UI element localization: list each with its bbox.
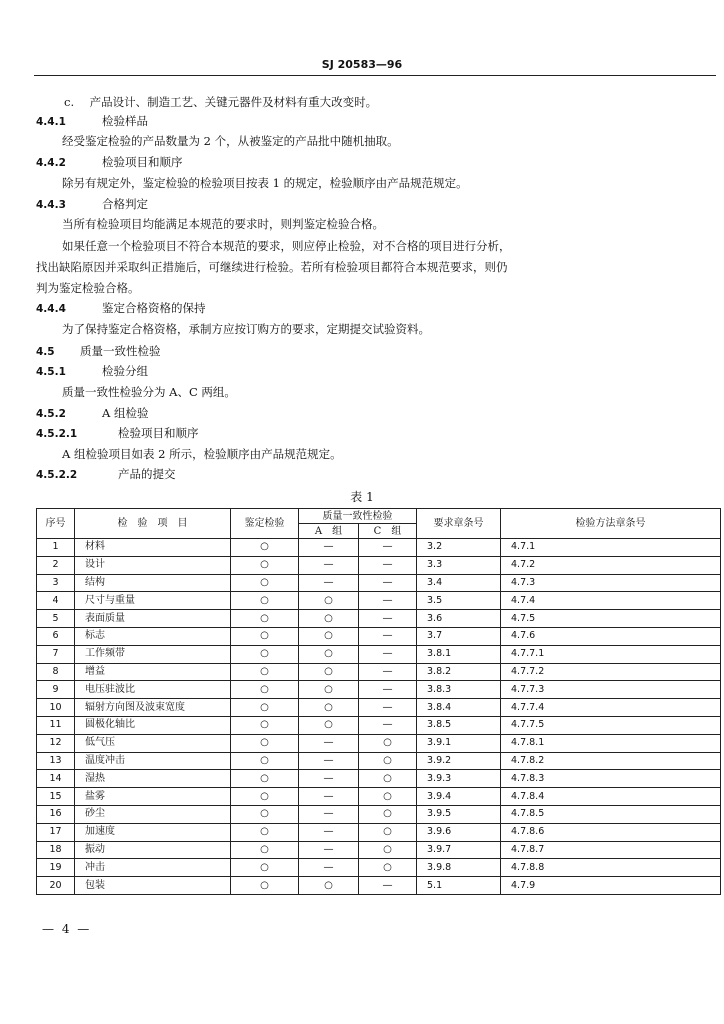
header-group-c: C 组 [359,524,417,539]
section-heading-4-5 [36,344,161,359]
paragraph-continuation: 判为鉴定检验合格。 [36,281,140,295]
row-qualification: ○ [231,734,299,752]
section-number: 4.5.1 [36,366,66,378]
row-qualification: ○ [231,699,299,717]
row-group-a: ○ [299,681,359,699]
section-number: 4.5.2.2 [36,469,78,481]
row-item: 温度冲击 [75,752,231,770]
row-qualification: ○ [231,610,299,628]
table-row [37,610,721,628]
row-group-a: ○ [299,592,359,610]
row-item: 设计 [75,556,231,574]
section-heading-4-5-2 [36,406,148,421]
row-requirement: 3.8.3 [417,681,501,699]
row-index: 9 [37,681,75,699]
header-conformance: 质量一致性检验 [299,509,417,524]
row-item: 材料 [75,539,231,557]
row-method: 4.7.5 [501,610,721,628]
row-item: 冲击 [75,859,231,877]
row-method: 4.7.8.7 [501,841,721,859]
paragraph: A 组检验项目如表 2 所示，检验顺序由产品规范规定。 [62,447,342,461]
row-group-c: — [359,645,417,663]
table-row [37,859,721,877]
table-row [37,770,721,788]
row-group-a: ○ [299,699,359,717]
row-method: 4.7.7.5 [501,716,721,734]
table-row [37,788,721,806]
table-row [37,805,721,823]
row-index: 16 [37,805,75,823]
section-heading-4-4-3 [36,197,148,212]
row-qualification: ○ [231,716,299,734]
row-item: 包装 [75,877,231,895]
row-group-c: — [359,716,417,734]
row-requirement: 3.8.1 [417,645,501,663]
row-qualification: ○ [231,859,299,877]
paragraph: 经受鉴定检验的产品数量为 2 个，从被鉴定的产品批中随机抽取。 [62,134,399,148]
row-qualification: ○ [231,663,299,681]
row-requirement: 3.3 [417,556,501,574]
row-qualification: ○ [231,539,299,557]
row-requirement: 3.2 [417,539,501,557]
row-index: 13 [37,752,75,770]
row-index: 19 [37,859,75,877]
row-requirement: 3.9.4 [417,788,501,806]
header-qualification: 鉴定检验 [231,509,299,539]
row-group-c: — [359,574,417,592]
row-method: 4.7.2 [501,556,721,574]
row-method: 4.7.1 [501,539,721,557]
row-group-a: ○ [299,877,359,895]
list-marker: c. [64,95,75,109]
section-heading-4-5-2-1 [36,426,199,441]
row-index: 20 [37,877,75,895]
row-item: 标志 [75,627,231,645]
row-group-a: — [299,556,359,574]
row-group-c: ○ [359,770,417,788]
row-requirement: 5.1 [417,877,501,895]
row-requirement: 3.8.5 [417,716,501,734]
row-item: 电压驻波比 [75,681,231,699]
row-qualification: ○ [231,788,299,806]
table-row [37,734,721,752]
section-number: 4.4.2 [36,157,66,169]
table-header-row [37,509,721,524]
row-group-c: ○ [359,734,417,752]
row-group-a: — [299,574,359,592]
row-group-a: — [299,539,359,557]
row-method: 4.7.4 [501,592,721,610]
row-index: 17 [37,823,75,841]
row-group-a: ○ [299,610,359,628]
row-item: 砂尘 [75,805,231,823]
row-group-a: ○ [299,627,359,645]
header-group-a: A 组 [299,524,359,539]
row-requirement: 3.6 [417,610,501,628]
row-group-c: — [359,539,417,557]
row-group-a: ○ [299,645,359,663]
table-row [37,699,721,717]
row-index: 2 [37,556,75,574]
row-requirement: 3.9.8 [417,859,501,877]
row-group-a: — [299,859,359,877]
section-title: 检验项目和顺序 [118,426,199,440]
row-item: 增益 [75,663,231,681]
table-caption: 表 1 [350,490,374,504]
section-title: 鉴定合格资格的保持 [102,301,206,315]
row-group-a: — [299,805,359,823]
row-qualification: ○ [231,823,299,841]
section-heading-4-4-2 [36,155,183,170]
row-index: 14 [37,770,75,788]
table-row [37,663,721,681]
section-heading-4-4-1 [36,114,148,129]
header-divider [34,75,716,76]
table-row [37,539,721,557]
section-title: 合格判定 [102,197,148,211]
row-method: 4.7.7.1 [501,645,721,663]
section-number: 4.4.1 [36,116,66,128]
header-method: 检验方法章条号 [501,509,721,539]
paragraph: 除另有规定外，鉴定检验的检验项目按表 1 的规定，检验顺序由产品规范规定。 [62,176,468,190]
row-method: 4.7.8.6 [501,823,721,841]
row-group-a: — [299,841,359,859]
row-group-c: — [359,663,417,681]
row-method: 4.7.6 [501,627,721,645]
section-heading-4-5-1 [36,364,148,379]
row-requirement: 3.4 [417,574,501,592]
row-item: 圆极化轴比 [75,716,231,734]
row-qualification: ○ [231,556,299,574]
row-group-c: — [359,681,417,699]
row-item: 盐雾 [75,788,231,806]
row-index: 5 [37,610,75,628]
row-qualification: ○ [231,627,299,645]
table-row [37,592,721,610]
paragraph: 质量一致性检验分为 A、C 两组。 [62,385,236,399]
row-group-a: ○ [299,716,359,734]
table-row [37,645,721,663]
row-qualification: ○ [231,770,299,788]
table-body [37,539,721,895]
row-item: 表面质量 [75,610,231,628]
paragraph: 为了保持鉴定合格资格，承制方应按订购方的要求，定期提交试验资料。 [62,322,430,336]
row-method: 4.7.8.4 [501,788,721,806]
page-number: — 4 — [42,922,92,936]
section-number: 4.5.2 [36,408,66,420]
row-index: 10 [37,699,75,717]
row-qualification: ○ [231,574,299,592]
row-index: 1 [37,539,75,557]
table-row [37,681,721,699]
row-group-c: ○ [359,752,417,770]
list-text: 产品设计、制造工艺、关键元器件及材料有重大改变时。 [89,95,378,109]
row-method: 4.7.7.3 [501,681,721,699]
table-row [37,716,721,734]
row-item: 工作频带 [75,645,231,663]
row-item: 湿热 [75,770,231,788]
inspection-items-table [36,508,721,895]
row-method: 4.7.3 [501,574,721,592]
row-index: 6 [37,627,75,645]
row-qualification: ○ [231,752,299,770]
row-group-a: — [299,752,359,770]
row-group-c: — [359,627,417,645]
table-row [37,752,721,770]
section-title: 检验分组 [102,364,148,378]
row-group-c: — [359,592,417,610]
row-item: 辐射方向图及波束宽度 [75,699,231,717]
row-method: 4.7.7.2 [501,663,721,681]
row-index: 7 [37,645,75,663]
header-index: 序号 [37,509,75,539]
table-row [37,877,721,895]
row-group-a: — [299,823,359,841]
section-title: 检验项目和顺序 [102,155,183,169]
row-method: 4.7.8.3 [501,770,721,788]
paragraph: 如果任意一个检验项目不符合本规范的要求，则应停止检验，对不合格的项目进行分析， [62,239,511,253]
row-group-c: ○ [359,788,417,806]
table-row [37,823,721,841]
section-heading-4-5-2-2 [36,467,176,482]
row-requirement: 3.9.1 [417,734,501,752]
section-heading-4-4-4 [36,301,206,316]
section-title: 检验样品 [102,114,148,128]
row-group-c: — [359,610,417,628]
row-method: 4.7.9 [501,877,721,895]
table-row [37,627,721,645]
section-number: 4.4.3 [36,199,66,211]
row-requirement: 3.7 [417,627,501,645]
row-qualification: ○ [231,681,299,699]
row-item: 结构 [75,574,231,592]
list-item-c [64,95,377,109]
section-title: A 组检验 [102,406,149,420]
paragraph: 当所有检验项目均能满足本规范的要求时，则判鉴定检验合格。 [62,217,384,231]
row-qualification: ○ [231,805,299,823]
section-number: 4.5 [36,346,55,358]
row-group-c: ○ [359,841,417,859]
row-index: 3 [37,574,75,592]
row-requirement: 3.8.4 [417,699,501,717]
row-group-a: — [299,734,359,752]
row-requirement: 3.9.3 [417,770,501,788]
row-requirement: 3.9.5 [417,805,501,823]
row-group-c: — [359,699,417,717]
row-method: 4.7.8.1 [501,734,721,752]
section-number: 4.4.4 [36,303,66,315]
header-requirement: 要求章条号 [417,509,501,539]
row-method: 4.7.7.4 [501,699,721,717]
row-method: 4.7.8.5 [501,805,721,823]
row-index: 4 [37,592,75,610]
row-method: 4.7.8.2 [501,752,721,770]
table-row [37,841,721,859]
row-item: 加速度 [75,823,231,841]
row-group-c: ○ [359,823,417,841]
paragraph-continuation: 找出缺陷原因并采取纠正措施后，可继续进行检验。若所有检验项目都符合本规范要求，则仍 [36,260,508,274]
row-requirement: 3.8.2 [417,663,501,681]
row-qualification: ○ [231,877,299,895]
section-number: 4.5.2.1 [36,428,78,440]
standard-code: SJ 20583—96 [321,58,403,71]
section-title: 质量一致性检验 [80,344,161,358]
row-requirement: 3.5 [417,592,501,610]
row-group-c: ○ [359,805,417,823]
row-group-a: — [299,770,359,788]
row-requirement: 3.9.2 [417,752,501,770]
row-method: 4.7.8.8 [501,859,721,877]
row-group-a: — [299,788,359,806]
header-item: 检 验 项 目 [75,509,231,539]
row-item: 振动 [75,841,231,859]
row-group-c: — [359,877,417,895]
row-requirement: 3.9.7 [417,841,501,859]
row-qualification: ○ [231,645,299,663]
table-row [37,574,721,592]
row-qualification: ○ [231,592,299,610]
row-index: 8 [37,663,75,681]
row-group-a: ○ [299,663,359,681]
row-requirement: 3.9.6 [417,823,501,841]
row-qualification: ○ [231,841,299,859]
row-group-c: ○ [359,859,417,877]
row-index: 15 [37,788,75,806]
row-group-c: — [359,556,417,574]
row-item: 尺寸与重量 [75,592,231,610]
section-title: 产品的提交 [118,467,176,481]
table-row [37,556,721,574]
row-index: 12 [37,734,75,752]
row-index: 18 [37,841,75,859]
row-item: 低气压 [75,734,231,752]
row-index: 11 [37,716,75,734]
